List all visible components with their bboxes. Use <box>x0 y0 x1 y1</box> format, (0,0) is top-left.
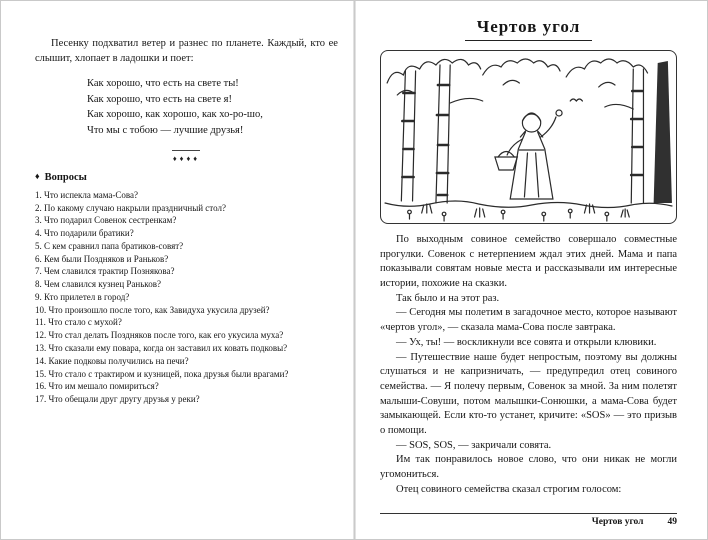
diamond-icon: ♦ <box>35 170 40 181</box>
page-footer <box>380 513 677 527</box>
chapter-title: Чертов угол <box>465 17 593 41</box>
story-paragraph: По выходным совиное семейство совершало совместные прогулки. Совенок с нетерпением ждал этих дней. Мама и папа показывали совятам новые места и рассказывали им интересные истории, похожие на сказки. <box>379 234 677 290</box>
question-item: 6. Кем были Поздняков и Раньков? <box>35 253 169 264</box>
story-paragraph: — Путешествие наше будет непростым, поэтому вы должны слушаться и не капризничать, — предупредил отец совиного семейства. — Я полечу первым, Совенок за мной. За ним полетят малыши-Совуши, потом малышки-Сонюшки, а мама-Сова будет замыкающей. Если кто-то устанет, кричите: «SOS» — это призыв о помощи. <box>379 351 677 436</box>
story-paragraph: Отец совиного семейства сказал строгим голосом: <box>395 483 622 495</box>
question-item: 14. Какие подковы получились на печи? <box>35 355 189 366</box>
section-divider-rule <box>172 150 200 151</box>
story-paragraph: — SOS, SOS, — закричали совята. <box>395 439 552 451</box>
question-item: 11. Что стало с мухой? <box>35 317 122 328</box>
poem-line: Как хорошо, что есть на свете ты! <box>87 77 239 89</box>
meadow <box>385 201 672 221</box>
story-paragraph: Так было и на этот раз. <box>395 292 500 304</box>
poem-line: Как хорошо, как хорошо, как хо-ро-шо, <box>87 109 263 121</box>
poem-line: Как хорошо, что есть на свете я! <box>87 93 232 105</box>
question-item: 10. Что произошло после того, как Завидуха укусила друзей? <box>35 304 270 315</box>
question-item: 12. Что стал делать Поздняков после того, как его укусила муха? <box>35 330 284 341</box>
left-page <box>1 1 354 539</box>
foliage <box>387 59 647 95</box>
question-item: 2. По какому случаю накрыли праздничный стол? <box>35 202 226 213</box>
question-item: 15. Что стало с трактиром и кузницей, пока друзья были врагами? <box>35 368 289 379</box>
song-poem <box>87 76 338 139</box>
right-page <box>354 1 707 539</box>
questions-heading-label: Вопросы <box>44 171 87 183</box>
diamond-ornament-icon: ♦♦♦♦ <box>172 153 201 163</box>
story-text <box>380 233 677 497</box>
question-item: 3. Что подарил Совенок сестренкам? <box>35 215 177 226</box>
questions-list <box>35 189 338 406</box>
question-item: 8. Чем славился кузнец Раньков? <box>35 279 161 290</box>
question-item: 1. Что испекла мама-Сова? <box>35 189 139 200</box>
girl-figure <box>495 110 562 199</box>
bird <box>570 99 582 101</box>
question-item: 13. Что сказали ему повара, когда он заставил их ковать подковы? <box>35 343 288 353</box>
poem-line: Что мы с тобою — лучшие друзья! <box>87 125 244 137</box>
chapter-title-wrap <box>380 17 677 41</box>
intro-paragraph: Песенку подхватил ветер и разнес по планете. Каждый, кто ее слышит, хлопает в ладошки и поет: <box>35 38 338 64</box>
question-item: 5. С кем сравнил папа братиков-совят? <box>35 240 184 251</box>
question-item: 16. Что им мешало помириться? <box>35 381 159 392</box>
question-item: 9. Кто прилетел в город? <box>35 291 130 302</box>
story-paragraph: Им так понравилось новое слово, что они никак не могли угомониться. <box>379 454 677 480</box>
story-paragraph: — Сегодня мы полетим в загадочное место, которое называют «чертов угол», — сказала мама-Сова после завтрака. <box>379 307 677 334</box>
forest-scene-illustration <box>381 51 676 223</box>
question-item: 17. Что обещали друг другу друзья у реки? <box>35 394 200 405</box>
footer-page-number: 49 <box>667 517 677 527</box>
questions-heading <box>35 172 338 183</box>
footer-chapter-label: Чертов угол <box>591 517 644 527</box>
question-item: 7. Чем славился трактир Познякова? <box>35 266 175 277</box>
illustration-frame <box>380 50 677 224</box>
story-paragraph: — Ух, ты! — воскликнули все совята и открыли клювики. <box>395 336 657 348</box>
birch-trees <box>401 61 672 203</box>
question-item: 4. Что подарили братики? <box>35 228 134 239</box>
